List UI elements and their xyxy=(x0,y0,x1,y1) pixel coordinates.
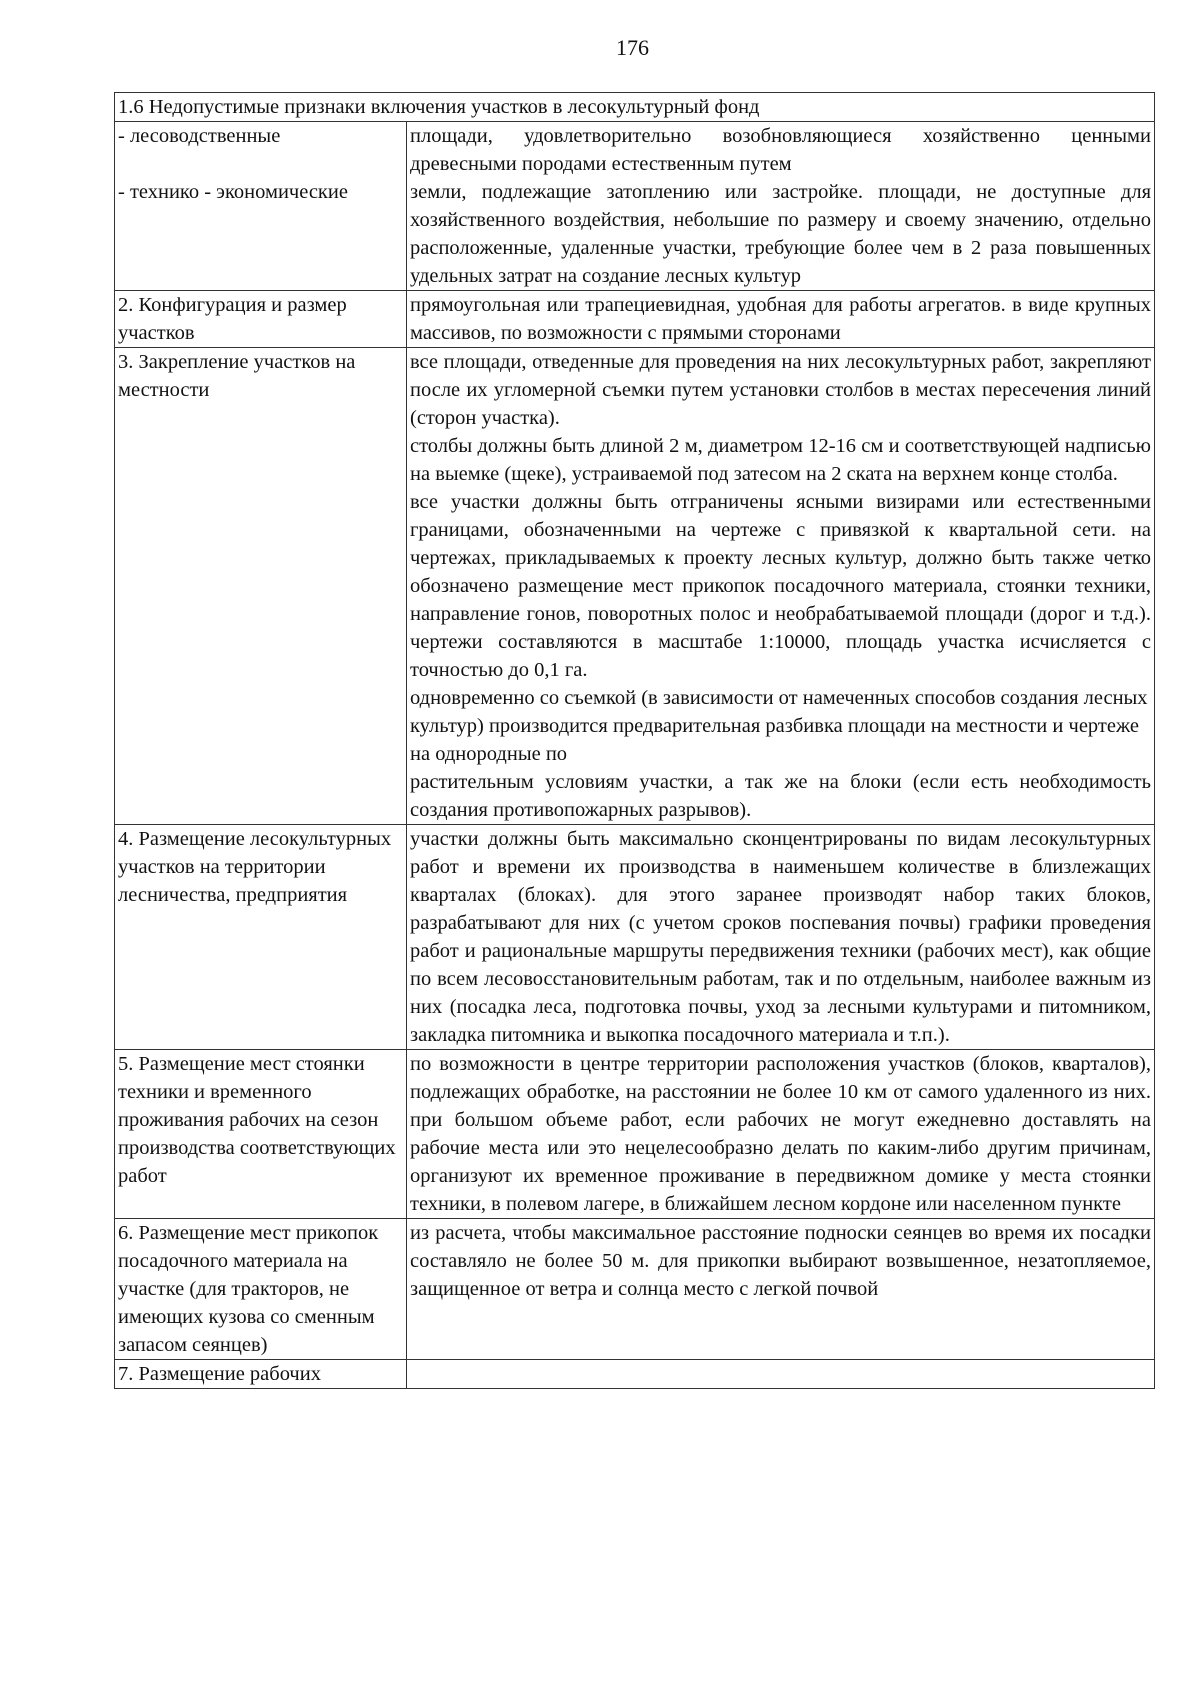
table-row xyxy=(115,1360,1155,1389)
paragraph: все участки должны быть отграничены ясными визирами или естественными границами, обозначенными на чертеже с привязкой к квартальной сети. на чертежах, прикладываемых к проекту лесных культур, должно быть также четко обозначено размещение мест прикопок посадочного материала, стоянки техники, направление гонов, поворотных полос и необрабатываемой площади (дорог и т.д.). чертежи составляются в масштабе 1:10000, площадь участка исчисляется с точностью до 0,1 га. xyxy=(410,491,1151,681)
row-label-text: 5. Размещение мест стоянки техники и временного проживания рабочих на сезон производства соответствующих работ xyxy=(118,1053,396,1187)
paragraph: столбы должны быть длиной 2 м, диаметром 12-16 см и соответствующей надписью на выемке (щеке), устраиваемой под затесом на 2 ската на верхнем конце столба. xyxy=(410,435,1151,485)
row-label xyxy=(115,122,407,291)
row-description xyxy=(407,1219,1155,1360)
table-row xyxy=(115,1219,1155,1360)
table-row xyxy=(115,291,1155,348)
row-label-text: 2. Конфигурация и размер участков xyxy=(118,294,347,344)
row-label xyxy=(115,1360,407,1389)
table-row xyxy=(115,93,1155,122)
row-label xyxy=(115,1050,407,1219)
paragraph: из расчета, чтобы максимальное расстояние подноски сеянцев во время их посадки составляло не более 50 м. для прикопки выбирают возвышенное, незатопляемое, защищенное от ветра и солнца место с легкой почвой xyxy=(410,1222,1151,1300)
row-description xyxy=(407,348,1155,825)
table-row xyxy=(115,348,1155,825)
criterion-label: - лесоводственные xyxy=(118,125,281,147)
table-row xyxy=(115,122,1155,291)
criteria-table xyxy=(114,92,1155,1389)
row-description xyxy=(407,1360,1155,1389)
criterion-label: - технико - экономические xyxy=(118,181,348,203)
section-header: 1.6 Недопустимые признаки включения участков в лесокультурный фонд xyxy=(115,93,1155,122)
paragraph: одновременно со съемкой (в зависимости от намеченных способов создания лесных культур) производится предварительная разбивка площади на местности и чертеже на однородные по xyxy=(410,687,1148,765)
table-row xyxy=(115,1050,1155,1219)
row-label-text: 3. Закрепление участков на местности xyxy=(118,351,356,401)
row-label-text: 4. Размещение лесокультурных участков на территории лесничества, предприятия xyxy=(118,828,392,906)
paragraph: участки должны быть максимально сконцентрированы по видам лесокультурных работ и времени их производства в наименьшем количестве в близлежащих кварталах (блоках). для этого заранее производят набор таких блоков, разрабатывают для них (с учетом сроков поспевания почвы) графики проведения работ и рациональные маршруты передвижения техники (рабочих мест), как общие по всем лесовосстановительным работам, так и по отдельным, наиболее важным из них (посадка леса, подготовка почвы, уход за лесными культурами и питомником, закладка питомника и выкопка посадочного материала и т.п.). xyxy=(410,828,1151,1046)
table-row xyxy=(115,825,1155,1050)
row-description xyxy=(407,1050,1155,1219)
criterion-text: земли, подлежащие затоплению или застройке. площади, не доступные для хозяйственного воздействия, небольшие по размеру и своему значению, отдельно расположенные, удаленные участки, требующие более чем в 2 раза повышенных удельных затрат на создание лесных культур xyxy=(410,181,1151,287)
row-description xyxy=(407,291,1155,348)
criterion-text: площади, удовлетворительно возобновляющиеся хозяйственно ценными древесными породами естественным путем xyxy=(410,125,1151,175)
paragraph: все площади, отведенные для проведения на них лесокультурных работ, закрепляют после их угломерной съемки путем установки столбов в местах пересечения линий (сторон участка). xyxy=(410,351,1151,429)
paragraph: прямоугольная или трапециевидная, удобная для работы агрегатов. в виде крупных массивов, по возможности с прямыми сторонами xyxy=(410,294,1151,344)
row-description xyxy=(407,825,1155,1050)
row-label-text: 6. Размещение мест прикопок посадочного материала на участке (для тракторов, не имеющих кузова со сменным запасом сеянцев) xyxy=(118,1222,379,1356)
row-label xyxy=(115,291,407,348)
row-label xyxy=(115,1219,407,1360)
row-description xyxy=(407,122,1155,291)
page-number: 176 xyxy=(616,35,649,60)
row-label-text: 7. Размещение рабочих xyxy=(118,1363,321,1385)
paragraph: по возможности в центре территории расположения участков (блоков, кварталов), подлежащих обработке, на расстоянии не более 10 км от самого удаленного из них. при большом объеме работ, если рабочих не могут ежедневно доставлять на рабочие места или это нецелесообразно делать по каким-либо другим причинам, организуют их временное проживание в передвижном домике у места стоянки техники, в полевом лагере, в ближайшем лесном кордоне или населенном пункте xyxy=(410,1053,1151,1215)
row-label xyxy=(115,348,407,825)
row-label xyxy=(115,825,407,1050)
paragraph: растительным условиям участки, а так же на блоки (если есть необходимость создания противопожарных разрывов). xyxy=(410,771,1151,821)
